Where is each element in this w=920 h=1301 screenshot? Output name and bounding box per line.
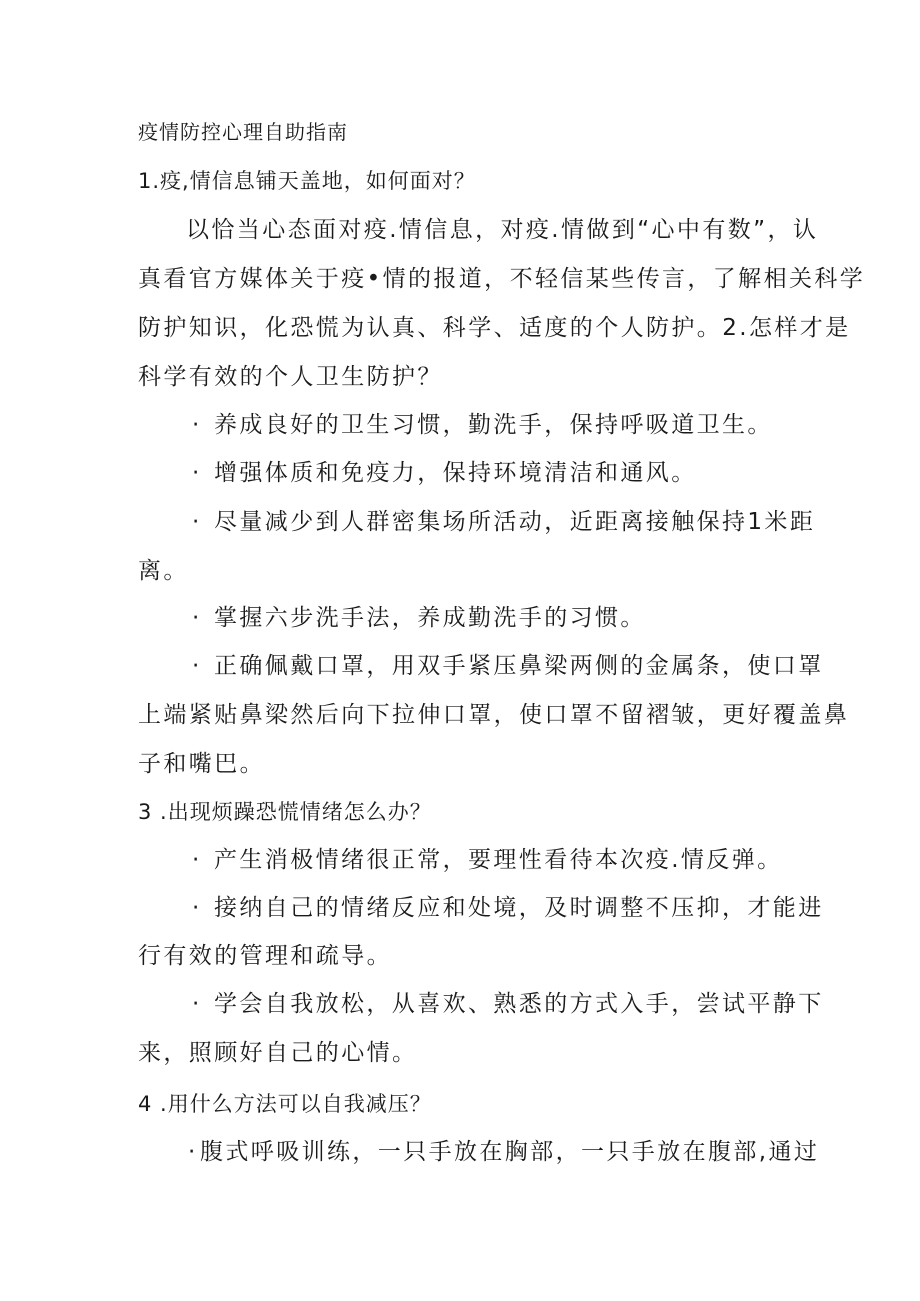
list-item-text: 腹式呼吸训练，一只手放在胸部，一只手放在腹部,通过	[200, 1139, 820, 1165]
list-item-continuation: 子和嘴巴。	[138, 751, 265, 777]
bullet-icon: ·	[192, 412, 202, 438]
list-item-text: 尽量减少到人群密集场所活动，近距离接触保持1米距	[214, 509, 816, 535]
list-item-continuation: 来，照顾好自己的心情。	[138, 1040, 418, 1066]
bullet-icon: ·	[188, 1139, 198, 1165]
bullet-icon: ·	[192, 895, 202, 921]
bullet-icon: ·	[192, 605, 202, 631]
question-4-heading: 4 .用什么方法可以自我减压？	[138, 1092, 432, 1116]
list-item	[188, 1137, 819, 1167]
list-item	[192, 989, 824, 1019]
q1-paragraph-line: 真看官方媒体关于疫•情的报道，不轻信某些传言，了解相关科学	[138, 266, 866, 292]
list-item-continuation: 离。	[138, 558, 189, 584]
list-item	[192, 458, 697, 488]
list-item-text: 学会自我放松，从喜欢、熟悉的方式入手，尝试平静下	[214, 991, 824, 1017]
list-item-text: 接纳自己的情绪反应和处境，及时调整不压抑，才能进	[214, 895, 824, 921]
bullet-icon: ·	[192, 509, 202, 535]
list-item	[192, 507, 815, 537]
q1-paragraph-line: 科学有效的个人卫生防护？	[138, 364, 443, 390]
question-1-heading: 1.疫,情信息铺天盖地，如何面对？	[138, 169, 476, 193]
list-item	[192, 410, 773, 440]
list-item	[192, 893, 824, 923]
document-title: 疫情防控心理自助指南	[138, 120, 348, 144]
list-item-text: 产生消极情绪很正常，要理性看待本次疫.情反弹。	[214, 847, 783, 873]
list-item	[192, 845, 783, 875]
list-item	[192, 603, 646, 633]
bullet-icon: ·	[192, 460, 202, 486]
q1-paragraph-line: 以恰当心态面对疫.情信息，对疫.情做到“心中有数”，认	[186, 217, 819, 243]
question-3-heading: 3 .出现烦躁恐慌情绪怎么办？	[138, 800, 432, 824]
list-item-text: 掌握六步洗手法，养成勤洗手的习惯。	[214, 605, 646, 631]
list-item	[192, 651, 824, 681]
list-item-text: 正确佩戴口罩，用双手紧压鼻梁两侧的金属条，使口罩	[214, 653, 824, 679]
q1-paragraph-line: 防护知识，化恐慌为认真、科学、适度的个人防护。2.怎样才是	[138, 315, 851, 341]
bullet-icon: ·	[192, 847, 202, 873]
list-item-continuation: 行有效的管理和疏导。	[138, 943, 392, 969]
list-item-text: 养成良好的卫生习惯，勤洗手，保持呼吸道卫生。	[214, 412, 773, 438]
list-item-continuation: 上端紧贴鼻梁然后向下拉伸口罩，使口罩不留褶皱，更好覆盖鼻	[138, 702, 850, 728]
bullet-icon: ·	[192, 991, 202, 1017]
bullet-icon: ·	[192, 653, 202, 679]
list-item-text: 增强体质和免疫力，保持环境清洁和通风。	[214, 460, 697, 486]
